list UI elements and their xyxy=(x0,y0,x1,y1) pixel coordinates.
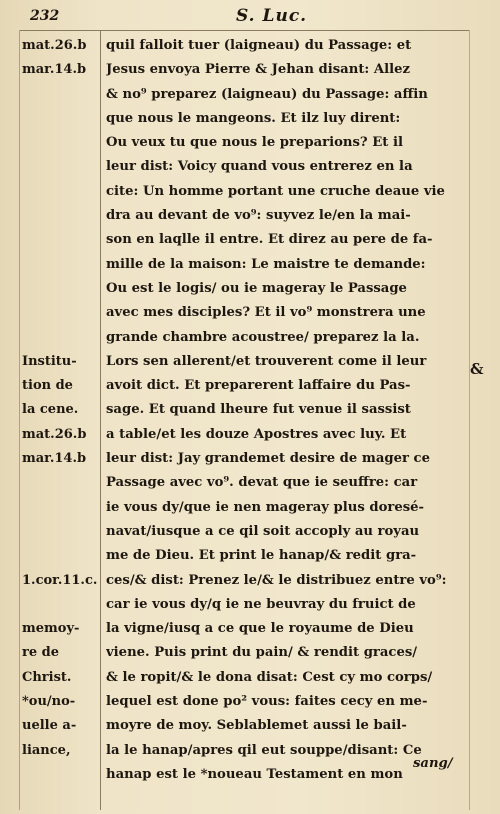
text-line: a table/et les douze Apostres avec luy. Et xyxy=(106,426,407,442)
margin-column-rule xyxy=(100,30,101,810)
text-line: sage. Et quand lheure fut venue il sassist xyxy=(106,402,411,418)
text-line: viene. Puis print du pain/ & rendit graces/ xyxy=(106,645,418,661)
margin-note xyxy=(22,301,100,325)
margin-note xyxy=(22,496,100,520)
text-line: que nous le mangeons. Et ilz luy dirent: xyxy=(106,110,401,126)
text-line: avoit dict. Et preparerent laffaire du Pas- xyxy=(106,378,411,394)
text-line: hanap est le *noueau Testament en mon xyxy=(106,766,403,782)
text-line: ces/& dist: Prenez le/& le distribuez entre vo⁹: xyxy=(106,572,447,588)
margin-note xyxy=(22,155,100,179)
margin-note: memoy- xyxy=(22,621,80,637)
marginal-mark: & xyxy=(470,360,484,378)
text-line: grande chambre acoustree/ preparez la la. xyxy=(106,329,420,345)
margin-note: mat.26.b xyxy=(22,426,87,442)
text-line: moyre de moy. Seblablemet aussi le bail- xyxy=(106,718,407,734)
catchword: sang/ xyxy=(413,756,453,771)
margin-note xyxy=(22,107,100,131)
margin-note: uelle a- xyxy=(22,718,77,734)
margin-note: Institu- xyxy=(22,353,77,369)
margin-note: mar.14.b xyxy=(22,451,87,467)
text-line: mille de la maison: Le maistre te demande: xyxy=(106,256,426,272)
margin-note xyxy=(22,471,100,495)
text-line: quil falloit tuer (laigneau) du Passage: et xyxy=(106,38,412,53)
margin-note: la cene. xyxy=(22,402,79,418)
running-header xyxy=(30,6,470,30)
text-line: dra au devant de vo⁹: suyvez le/en la mai- xyxy=(106,208,411,224)
running-title: S. Luc. xyxy=(236,6,308,26)
margin-note: 1.cor.11.c. xyxy=(22,572,98,588)
text-line: & no⁹ preparez (laigneau) du Passage: affin xyxy=(106,86,428,102)
margin-note xyxy=(22,763,100,787)
header-rule xyxy=(19,30,470,31)
text-line: lequel est done po² vous: faites cecy en me- xyxy=(106,694,428,710)
margin-note: *ou/no- xyxy=(22,694,76,710)
text-line: la le hanap/apres qil eut souppe/disant: Ce xyxy=(106,742,422,758)
margin-note xyxy=(22,83,100,107)
text-line: Ou est le logis/ ou ie mageray le Passage xyxy=(106,280,407,296)
text-line: Passage avec vo⁹. devat que ie seuffre: car xyxy=(106,475,418,491)
text-line: & le ropit/& le dona disat: Cest cy mo corps/ xyxy=(106,669,433,685)
margin-note xyxy=(22,228,100,252)
text-line: car ie vous dy/q ie ne beuvray du fruict de xyxy=(106,596,416,612)
text-line: cite: Un homme portant une cruche deaue vie xyxy=(106,183,445,199)
text-line: avec mes disciples? Et il vo⁹ monstrera une xyxy=(106,305,426,321)
text-line: leur dist: Jay grandemet desire de mager ce xyxy=(106,451,430,467)
text-line: me de Dieu. Et print le hanap/& redit gra- xyxy=(106,548,417,564)
margin-note xyxy=(22,326,100,350)
text-line: Jesus envoya Pierre & Jehan disant: Allez xyxy=(106,62,410,78)
text-line: la vigne/iusq a ce que le royaume de Dieu xyxy=(106,621,414,637)
margin-note xyxy=(22,593,100,617)
marginal-notes xyxy=(22,34,100,787)
text-line: son en laqlle il entre. Et direz au pere de fa- xyxy=(106,232,433,248)
margin-note: mat.26.b xyxy=(22,38,87,53)
margin-note: tion de xyxy=(22,378,73,394)
margin-note: liance, xyxy=(22,742,71,758)
page-number: 232 xyxy=(30,8,60,24)
text-line: ie vous dy/que ie nen mageray plus doresé- xyxy=(106,499,425,515)
margin-note xyxy=(22,131,100,155)
text-line: leur dist: Voicy quand vous entrerez en la xyxy=(106,159,413,175)
margin-note: mar.14.b xyxy=(22,62,87,78)
margin-note xyxy=(22,520,100,544)
text-line: Ou veux tu que nous le preparions? Et il xyxy=(106,135,403,151)
margin-note xyxy=(22,204,100,228)
text-line: Lors sen allerent/et trouverent come il leur xyxy=(106,353,427,369)
outer-margin-rule xyxy=(19,30,20,810)
margin-note xyxy=(22,277,100,301)
margin-note xyxy=(22,544,100,568)
margin-note xyxy=(22,180,100,204)
margin-note xyxy=(22,253,100,277)
text-line: navat/iusque a ce qil soit accoply au royau xyxy=(106,523,420,539)
margin-note: re de xyxy=(22,645,60,661)
margin-note: Christ. xyxy=(22,669,72,685)
main-text-column xyxy=(106,34,470,787)
